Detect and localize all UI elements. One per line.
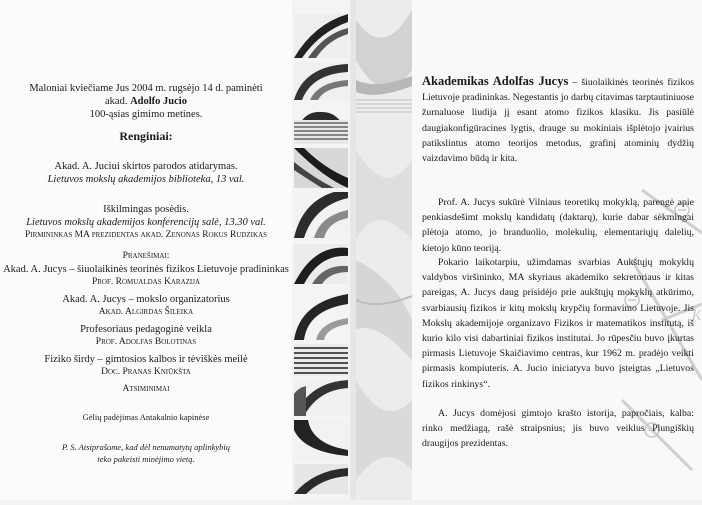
event2-place: Lietuvos mokslų akademijos konferencijų salė, 13.30 val. <box>26 217 266 228</box>
ps-line-2: teko pakeisti minėjimo vietą. <box>97 454 195 464</box>
event2-title: Iškilmingas posėdis. <box>103 204 189 215</box>
bio-paragraph-4: A. Jucys domėjosi gimtojo krašto istorija, papročiais, kalba: rinko medžiagą, rašė straipsnius; jis buvo veiklus Plungiškių draugijos prezidentas. <box>422 408 694 450</box>
ps-line-1: P. S. Atsiprašome, kad dėl nenumatytų aplinkybių <box>61 442 230 452</box>
flowers-note: Gėlių padėjimas Antakalnio kapinėse <box>82 412 210 422</box>
art-tile-1 <box>294 14 348 58</box>
art-tile-8 <box>294 288 348 340</box>
talk-2-speaker: Akad. Algirdas Šileika <box>98 307 194 317</box>
bio-paragraph-1 <box>422 74 694 166</box>
decoration-letter: k <box>692 303 701 325</box>
art-tile-9 <box>294 344 348 376</box>
talk-4-speaker: Doc. Pranas Kniūkšta <box>101 367 191 377</box>
invitation-line-3: 100-ąsias gimimo metines. <box>89 109 203 120</box>
invitation-line-1: Maloniai kviečiame Jus 2004 m. rugsėjo 14 d. paminėti <box>29 83 263 94</box>
talks-heading: Pranešimai: <box>122 251 170 261</box>
honoree-name: Adolfo Jucio <box>130 96 187 107</box>
art-tile-10 <box>294 380 348 416</box>
talk-3-title: Profesoriaus pedagoginė veikla <box>80 324 212 335</box>
event1-title: Akad. A. Juciui skirtos parodos atidarymas. <box>54 161 238 172</box>
bio-title: Akademikas Adolfas Jucys <box>422 74 569 88</box>
art-tile-6 <box>294 192 348 238</box>
art-tile-2 <box>294 62 348 100</box>
event2-chair: Pirmininkas MA prezidentas akad. Zenonas Rokus Rudzikas <box>24 230 268 240</box>
art-tile-12 <box>294 464 348 494</box>
talk-4-title: Fiziko širdy – gimtosios kalbos ir tėviškės meilė <box>44 354 248 365</box>
invitation-prefix: akad. <box>105 96 131 107</box>
talk-2-title: Akad. A. Jucys – mokslo organizatorius <box>62 294 230 305</box>
light-waves-art <box>356 0 412 500</box>
art-strip-dark <box>292 0 350 500</box>
talk-3-speaker: Prof. Adolfas Bolotinas <box>95 337 197 347</box>
biography-page <box>412 0 702 500</box>
art-tile-4 <box>294 120 348 144</box>
bio-p1-text: – šiuolaikinės teorinės fizikos Lietuvoje pradininkas. Negestantis jo darbų citavimas tarptautiniuose žurnaluose liudija jį esant atomo fizikos klasiku. Jis pasiūlė daugiakonfigūracines lygtis, drauge su mokiniais išplėtojo įvairius patikslintus atomo teorijos metodus, grafinį atominių dydžių vaizdavimo būdą ir kita. <box>422 77 694 165</box>
bio-paragraph-3: Pokario laikotarpiu, užimdamas svarbias Aukštųjų mokyklų valdybos viršininko, MA skyriaus akademiko sekretoriaus ir kitas pareigas, A. Jucys daug prisidėjo prie aukštųjų mokyklų atkūrimo, svarbiausių fizikos ir kitų mokslų krypčių formavimo Lietuvoje. Jis Mokslų akademijoje organizavo Fizikos ir matematikos institutą, iš kurio kilo visi dabartiniai fizikos institutai. Jo rūpesčiu buvo įkurtas pirmasis Lietuvoje Skaičiavimo centras, kur 1962 m. pradėjo veikti pirmasis kompiuteris. A. Jucio iniciatyva buvo įsteigtas „Lietuvos fizikos rinkinys“. <box>422 257 694 390</box>
art-tile-11 <box>294 420 348 460</box>
invitation-line-2 <box>0 95 292 108</box>
memories-heading: Atsiminimai <box>122 384 170 394</box>
event1-place: Lietuvos mokslų akademijos biblioteka, 13 val. <box>47 174 245 185</box>
art-tile-7 <box>294 244 348 284</box>
program-heading: Renginiai: <box>119 129 173 143</box>
talk-1-speaker: Prof. Romualdas Karazija <box>91 277 201 287</box>
talk-1-title: Akad. A. Jucys – šiuolaikinės teorinės fizikos Lietuvoje pradininkas <box>3 264 289 275</box>
art-strip-light <box>356 0 412 500</box>
bio-paragraph-2: Prof. A. Jucys sukūrė Vilniaus teoretikų mokyklą, parengė apie penkiasdešimt mokslų kandidatų (daktarų), kurie dabar sėkmingai plėtoja atomo, jo branduolio, molekulių, elementariųjų dalelių, kietojo kūno teoriją. <box>422 197 694 254</box>
art-tile-5 <box>294 148 348 188</box>
invitation-page <box>0 0 292 500</box>
